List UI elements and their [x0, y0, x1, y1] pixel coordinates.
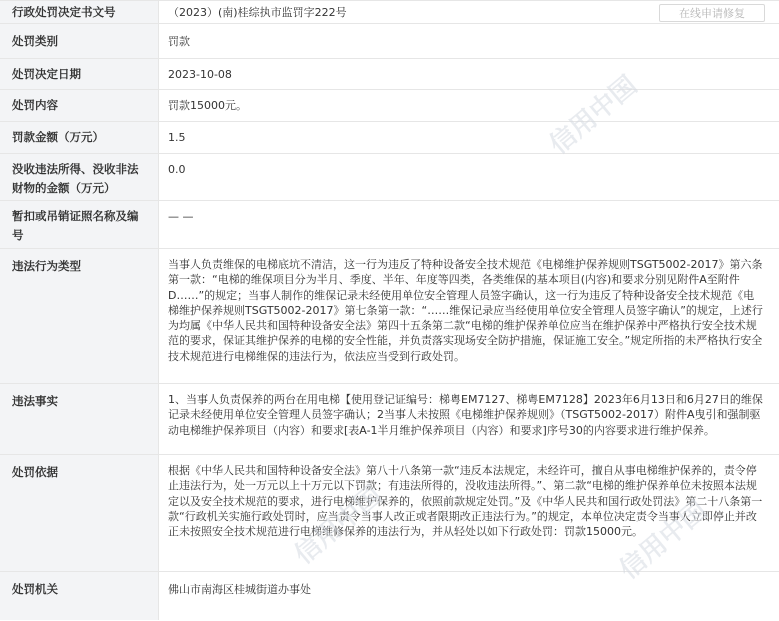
label-confiscation-amount: 没收违法所得、没收非法财物的金额（万元）: [0, 154, 159, 200]
value-decision-number: [159, 1, 779, 23]
label-decision-date: 处罚决定日期: [0, 59, 159, 89]
watermark-logo-left: 信用中国: [289, 480, 389, 571]
value-confiscation-amount: 0.0: [168, 163, 186, 176]
row-decision-number: [0, 1, 779, 24]
label-penalty-basis: 处罚依据: [0, 455, 159, 571]
value-penalty-authority: 佛山市南海区桂城街道办事处: [168, 583, 311, 596]
online-repair-request-button[interactable]: 在线申请修复: [659, 4, 765, 22]
row-fine-amount: [0, 122, 779, 154]
value-license-revocation: — —: [168, 210, 194, 223]
row-penalty-category: [0, 24, 779, 59]
value-penalty-content: 罚款15000元。: [168, 99, 247, 112]
value-violation-type: 当事人负责维保的电梯底坑不清洁，这一行为违反了特种设备安全技术规范《电梯维护保养规则TSGT5002-2017》第六条第一款：“电梯的维保项目分为半月、季度、半年、年度等四类，各类维保的基本项目(内容)和要求分别见附件A至附件D……”的规定；当事人制作的维保记录未经使用单位安全管理人员签字确认，这一行为违反了特种设备安全技术规范《电梯维护保养规则TSGT5002-2017》第七条第一款：“……维保记录应当经使用单位安全管理人员签字确认”的规定，上述行为均属《中华人民共和国特种设备安全法》第四十五条第二款“电梯的维护保养单位应当在维护保养中严格执行安全技术规范的要求，保证其维护保养的电梯的安全性能，并负责落实现场安全防护措施，保证施工安全。”规定所指的未严格执行安全技术规范进行电梯维保的违法行为，依法应当受到行政处罚。: [168, 258, 763, 363]
label-fine-amount: 罚款金额（万元）: [0, 122, 159, 153]
label-penalty-authority: 处罚机关: [0, 572, 159, 620]
label-penalty-category: 处罚类别: [0, 24, 159, 58]
watermark-logo-top: 信用中国: [544, 70, 644, 161]
row-license-revocation: [0, 201, 779, 249]
row-confiscation-amount: [0, 154, 779, 201]
row-violation-type: [0, 249, 779, 384]
row-violation-facts: [0, 384, 779, 455]
value-violation-facts: 1、当事人负责保养的两台在用电梯【使用登记证编号：梯粤EM7127、梯粤EM7128】2023年6月13日和6月27日的维保记录未经使用单位安全管理人员签字确认；2当事人未按照《电梯维护保养规则》（TSGT5002-2017）附件A曳引和强制驱动电梯维护保养项目（内容）和要求[表A-1半月维护保养项目（内容）和要求]序号30的内容要求进行维护保养。: [168, 393, 763, 437]
value-decision-date: 2023-10-08: [168, 68, 232, 81]
watermark-logo-right: 信用中国: [614, 495, 714, 586]
label-violation-facts: 违法事实: [0, 384, 159, 454]
row-decision-date: [0, 59, 779, 90]
label-penalty-content: 处罚内容: [0, 90, 159, 121]
label-violation-type: 违法行为类型: [0, 249, 159, 383]
value-fine-amount: 1.5: [168, 131, 186, 144]
label-decision-number: 行政处罚决定书文号: [0, 1, 159, 23]
row-penalty-content: [0, 90, 779, 122]
value-penalty-basis: 根据《中华人民共和国特种设备安全法》第八十八条第一款“违反本法规定，未经许可，擅自从事电梯维护保养的，责令停止违法行为，处一万元以上十万元以下罚款；有违法所得的，没收违法所得。”、第二款“电梯的维护保养单位未按照本法规定以及安全技术规范的要求，进行电梯维护保养的，依照前款规定处罚。”及《中华人民共和国行政处罚法》第二十八条第一款“行政机关实施行政处罚时，应当责令当事人改正或者限期改正违法行为。”的规定，本单位决定责令当事人立即停止并改正未按照安全技术规范进行电梯维修保养的违法行为，并从轻处以如下行政处罚：罚款15000元。: [168, 464, 763, 539]
row-penalty-authority: [0, 572, 779, 620]
label-license-revocation: 暂扣或吊销证照名称及编号: [0, 201, 159, 248]
value-penalty-category: 罚款: [168, 35, 190, 48]
row-penalty-basis: [0, 455, 779, 572]
decision-number-text: （2023）(南)桂综执市监罚字222号: [168, 6, 347, 19]
